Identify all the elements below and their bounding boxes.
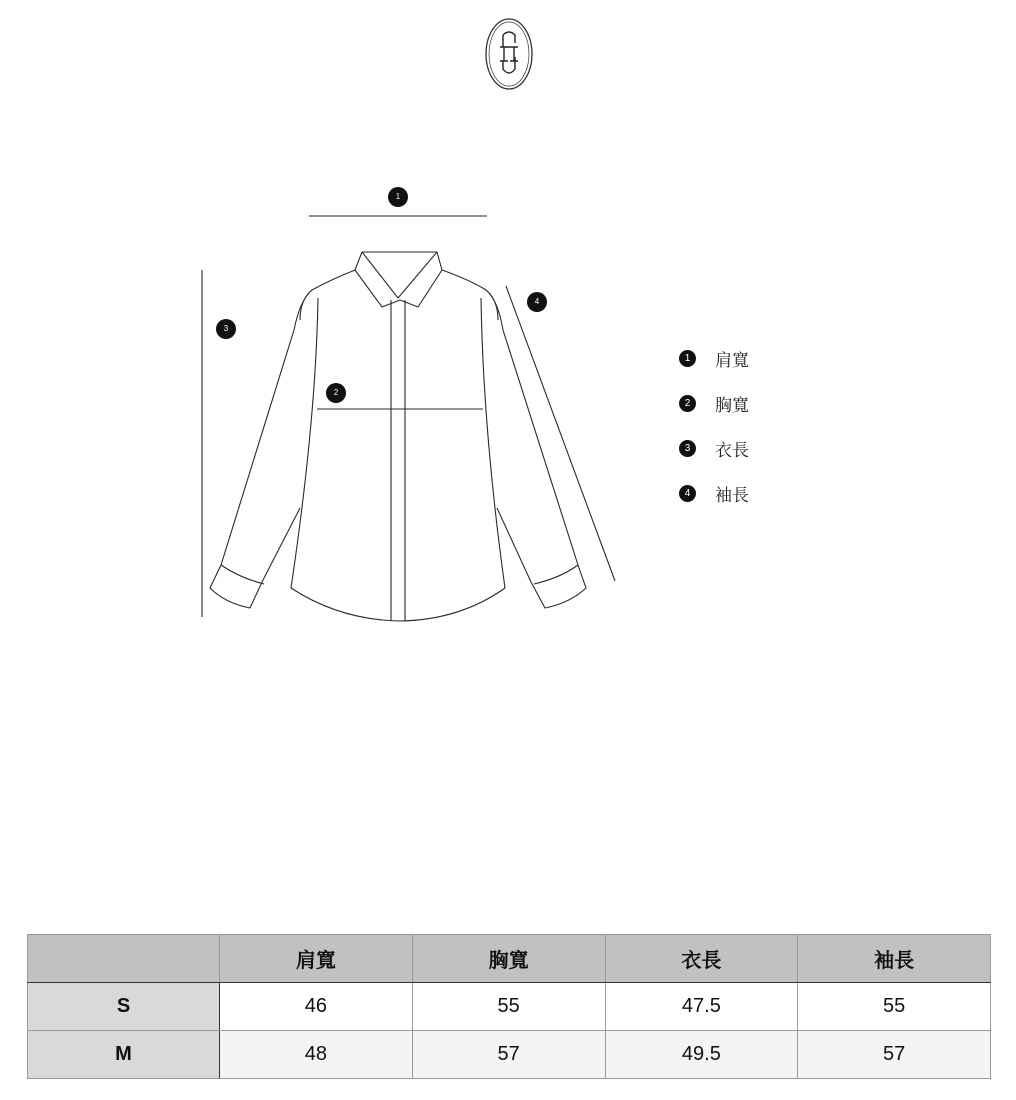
legend-number: 2 <box>679 395 696 412</box>
sleeve-length-line <box>506 286 615 581</box>
legend-label: 胸寬 <box>715 395 749 416</box>
legend-label: 衣長 <box>715 440 749 461</box>
legend-item-sleeve-length <box>679 478 819 508</box>
size-label: M <box>28 1031 220 1079</box>
table-cell: 48 <box>220 1031 413 1079</box>
table-cell: 55 <box>798 983 991 1031</box>
table-cell: 46 <box>220 983 413 1031</box>
table-cell: 49.5 <box>605 1031 798 1079</box>
table-cell: 57 <box>798 1031 991 1079</box>
shirt-diagram <box>190 180 630 630</box>
legend-number: 1 <box>679 350 696 367</box>
measurement-legend <box>679 343 819 523</box>
legend-item-chest-width <box>679 388 819 418</box>
size-chart-table <box>27 934 991 1079</box>
legend-item-shoulder-width <box>679 343 819 373</box>
header-cell-body-length: 衣長 <box>605 935 798 983</box>
header-cell-corner <box>28 935 220 983</box>
table-header-row <box>28 935 991 983</box>
table-row <box>28 983 991 1031</box>
header-cell-shoulder-width: 肩寬 <box>220 935 413 983</box>
header-cell-chest-width: 胸寬 <box>412 935 605 983</box>
marker-body-length: 3 <box>216 319 236 339</box>
monogram-logo-icon <box>484 17 534 91</box>
table-row <box>28 1031 991 1079</box>
size-label: S <box>28 983 220 1031</box>
marker-chest-width: 2 <box>326 383 346 403</box>
legend-item-body-length <box>679 433 819 463</box>
legend-label: 肩寬 <box>715 350 749 371</box>
legend-number: 3 <box>679 440 696 457</box>
legend-number: 4 <box>679 485 696 502</box>
marker-sleeve-length: 4 <box>527 292 547 312</box>
marker-shoulder-width: 1 <box>388 187 408 207</box>
brand-logo <box>484 17 534 91</box>
table-cell: 57 <box>412 1031 605 1079</box>
table-cell: 55 <box>412 983 605 1031</box>
shirt-outline <box>190 180 630 630</box>
header-cell-sleeve-length: 袖長 <box>798 935 991 983</box>
table-cell: 47.5 <box>605 983 798 1031</box>
legend-label: 袖長 <box>715 485 749 506</box>
